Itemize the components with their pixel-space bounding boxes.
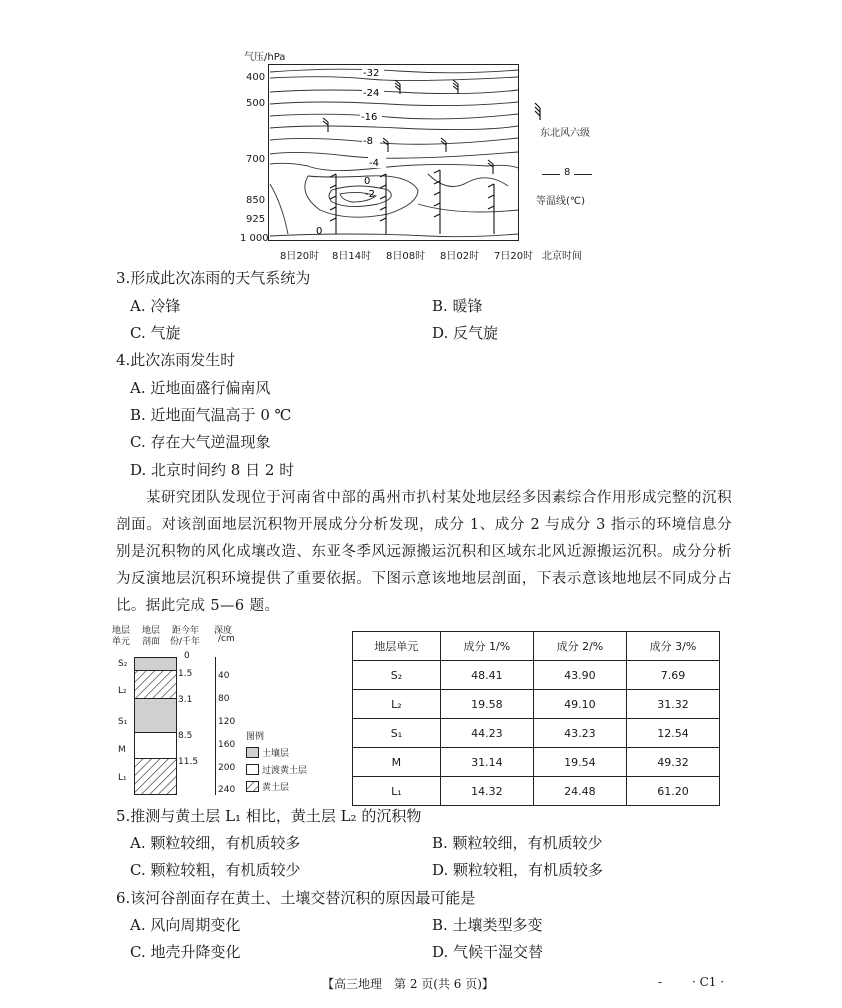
q3-option-b[interactable]: B. 暖锋 xyxy=(432,297,483,315)
q3-option-d[interactable]: D. 反气旋 xyxy=(432,324,499,342)
isotherm-label-m32: -32 xyxy=(363,68,380,79)
unit-label-m: M xyxy=(118,745,126,755)
q6-option-c[interactable]: C. 地壳升降变化 xyxy=(130,943,241,961)
q6-option-a[interactable]: A. 风向周期变化 xyxy=(130,916,241,934)
isotherm-legend-value: 8 xyxy=(564,167,571,178)
x-tick-4: 8日02时 xyxy=(440,251,480,262)
page-footer: 【高三地理 第 2 页(共 6 页)】 xyxy=(322,977,494,991)
legend-label-loess: 黄土层 xyxy=(262,783,290,793)
table-header-cell: 成分 3/% xyxy=(626,632,719,661)
q4-option-d[interactable]: D. 北京时间约 8 日 2 时 xyxy=(130,461,295,479)
depth-240: 240 xyxy=(218,785,236,795)
table-cell: 44.23 xyxy=(440,719,533,748)
isotherm-legend-label: 等温线(℃) xyxy=(536,196,586,207)
table-header-cell: 成分 2/% xyxy=(533,632,626,661)
isotherm-label-m16: -16 xyxy=(361,112,378,123)
legend-swatch-soil xyxy=(246,747,259,758)
y-tick-500: 500 xyxy=(246,98,266,109)
depth-200: 200 xyxy=(218,763,236,773)
table-cell: 49.10 xyxy=(533,690,626,719)
layer-m xyxy=(135,733,177,759)
strata-header-profile: 地层 xyxy=(142,626,161,636)
layer-s1 xyxy=(135,699,177,733)
strata-header-unit-2: 单元 xyxy=(112,637,131,647)
footer-code: · C1 · xyxy=(692,975,725,989)
table-header-cell: 成分 1/% xyxy=(440,632,533,661)
strata-header-age: 距今年 xyxy=(172,626,200,636)
table-cell: 19.58 xyxy=(440,690,533,719)
strata-profile-figure xyxy=(112,623,342,801)
unit-label-l2: L₂ xyxy=(118,686,127,696)
q4-stem: 4.此次冻雨发生时 xyxy=(116,351,236,369)
legend-swatch-loess xyxy=(246,781,259,792)
table-cell: 7.69 xyxy=(626,661,719,690)
table-cell: L₁ xyxy=(353,777,441,806)
q4-option-c[interactable]: C. 存在大气逆温现象 xyxy=(130,433,271,451)
table-cell: M xyxy=(353,748,441,777)
strata-header-depth: 深度 xyxy=(214,626,233,636)
q6-option-d[interactable]: D. 气候干湿交替 xyxy=(432,943,544,961)
depth-160: 160 xyxy=(218,740,236,750)
isotherm-label-m8: -8 xyxy=(363,136,373,147)
y-tick-850: 850 xyxy=(246,195,266,206)
x-axis-unit: 北京时间 xyxy=(542,251,582,262)
wind-barb-legend-icon xyxy=(532,98,554,122)
table-cell: 14.32 xyxy=(440,777,533,806)
x-tick-1: 8日20时 xyxy=(280,251,320,262)
table-cell: L₂ xyxy=(353,690,441,719)
q6-stem: 6.该河谷剖面存在黄土、土壤交替沉积的原因最可能是 xyxy=(116,889,476,907)
layer-s2 xyxy=(135,658,177,671)
legend-title: 图例 xyxy=(246,732,265,742)
q5-option-d[interactable]: D. 颗粒较粗，有机质较多 xyxy=(432,861,604,879)
strata-header-age-2: 份/千年 xyxy=(170,637,201,647)
table-cell: 49.32 xyxy=(626,748,719,777)
isotherm-label-0a: 0 xyxy=(364,176,371,187)
layer-l1 xyxy=(135,759,177,795)
strata-column xyxy=(134,657,178,797)
table-cell: 12.54 xyxy=(626,719,719,748)
legend-label-soil: 土壤层 xyxy=(262,749,290,759)
table-cell: 43.90 xyxy=(533,661,626,690)
wind-legend-label: 东北风六级 xyxy=(540,128,590,139)
unit-label-l1: L₁ xyxy=(118,773,127,783)
strata-header-depth-2: /cm xyxy=(218,634,235,644)
legend-swatch-transition xyxy=(246,764,259,775)
strata-header-profile-2: 剖面 xyxy=(142,637,161,647)
isotherm-label-m24: -24 xyxy=(363,88,380,99)
y-tick-1000: 1 000 xyxy=(240,233,269,244)
y-axis-label: 气压/hPa xyxy=(244,52,286,63)
table-row xyxy=(353,748,720,777)
footer-dash: - xyxy=(658,975,663,989)
table-header-row xyxy=(353,632,720,661)
section-plot xyxy=(268,64,520,242)
table-cell: 31.14 xyxy=(440,748,533,777)
isotherm-label-m2: -2 xyxy=(365,189,375,200)
table-cell: 24.48 xyxy=(533,777,626,806)
age-0: 0 xyxy=(184,651,190,661)
unit-label-s1: S₁ xyxy=(118,717,128,727)
table-cell: 61.20 xyxy=(626,777,719,806)
y-tick-700: 700 xyxy=(246,154,266,165)
depth-120: 120 xyxy=(218,717,236,727)
depth-80: 80 xyxy=(218,694,230,704)
weather-section-figure xyxy=(236,48,616,263)
q4-option-b[interactable]: B. 近地面气温高于 0 ℃ xyxy=(130,406,292,424)
table-row xyxy=(353,719,720,748)
isotherm-legend-line-right xyxy=(574,174,592,175)
table-header-cell: 地层单元 xyxy=(353,632,441,661)
q5-option-b[interactable]: B. 颗粒较细，有机质较少 xyxy=(432,834,603,852)
x-tick-2: 8日14时 xyxy=(332,251,372,262)
layer-l2 xyxy=(135,671,177,699)
x-tick-5: 7日20时 xyxy=(494,251,534,262)
depth-axis xyxy=(215,657,216,795)
composition-table xyxy=(352,631,720,806)
isotherm-label-m4: -4 xyxy=(369,158,379,169)
table-cell: 48.41 xyxy=(440,661,533,690)
table-cell: 43.23 xyxy=(533,719,626,748)
isotherm-legend-line-left xyxy=(542,174,560,175)
q5-stem: 5.推测与黄土层 L₁ 相比，黄土层 L₂ 的沉积物 xyxy=(116,807,422,825)
age-3: 8.5 xyxy=(178,731,193,741)
table-row xyxy=(353,777,720,806)
table-cell: 31.32 xyxy=(626,690,719,719)
q3-option-c[interactable]: C. 气旋 xyxy=(130,324,181,342)
strata-header-unit: 地层 xyxy=(112,626,131,636)
q5-option-c[interactable]: C. 颗粒较粗，有机质较少 xyxy=(130,861,301,879)
y-tick-925: 925 xyxy=(246,214,266,225)
q3-option-a[interactable]: A. 冷锋 xyxy=(130,297,181,315)
y-tick-400: 400 xyxy=(246,72,266,83)
table-row xyxy=(353,661,720,690)
age-1: 1.5 xyxy=(178,669,193,679)
depth-40: 40 xyxy=(218,671,230,681)
table-cell: S₂ xyxy=(353,661,441,690)
q4-option-a[interactable]: A. 近地面盛行偏南风 xyxy=(130,379,271,397)
table-cell: S₁ xyxy=(353,719,441,748)
table-row xyxy=(353,690,720,719)
passage-text: 某研究团队发现位于河南省中部的禹州市扒村某处地层经多因素综合作用形成完整的沉积剖面。对该剖面地层沉积物开展成分分析发现，成分 1、成分 2 与成分 3 指示的环境信息分别是沉积物的风化成壤改造、东亚冬季风远源搬运沉积和区域东北风近源搬运沉积。成分分析为反演地层沉积环境提供了重要依据。下图示意该地地层剖面，下表示意该地地层不同成分占比。据此完成 5—6 题。 xyxy=(116,490,732,614)
isotherm-label-0b: 0 xyxy=(316,226,323,237)
q6-option-b[interactable]: B. 土壤类型多变 xyxy=(432,916,543,934)
q5-option-a[interactable]: A. 颗粒较细，有机质较多 xyxy=(130,834,301,852)
x-tick-3: 8日08时 xyxy=(386,251,426,262)
age-4: 11.5 xyxy=(178,757,199,767)
age-2: 3.1 xyxy=(178,695,193,705)
unit-label-s2: S₂ xyxy=(118,659,128,669)
table-cell: 19.54 xyxy=(533,748,626,777)
q3-stem: 3.形成此次冻雨的天气系统为 xyxy=(116,269,311,287)
legend-label-transition: 过渡黄土层 xyxy=(262,766,308,776)
